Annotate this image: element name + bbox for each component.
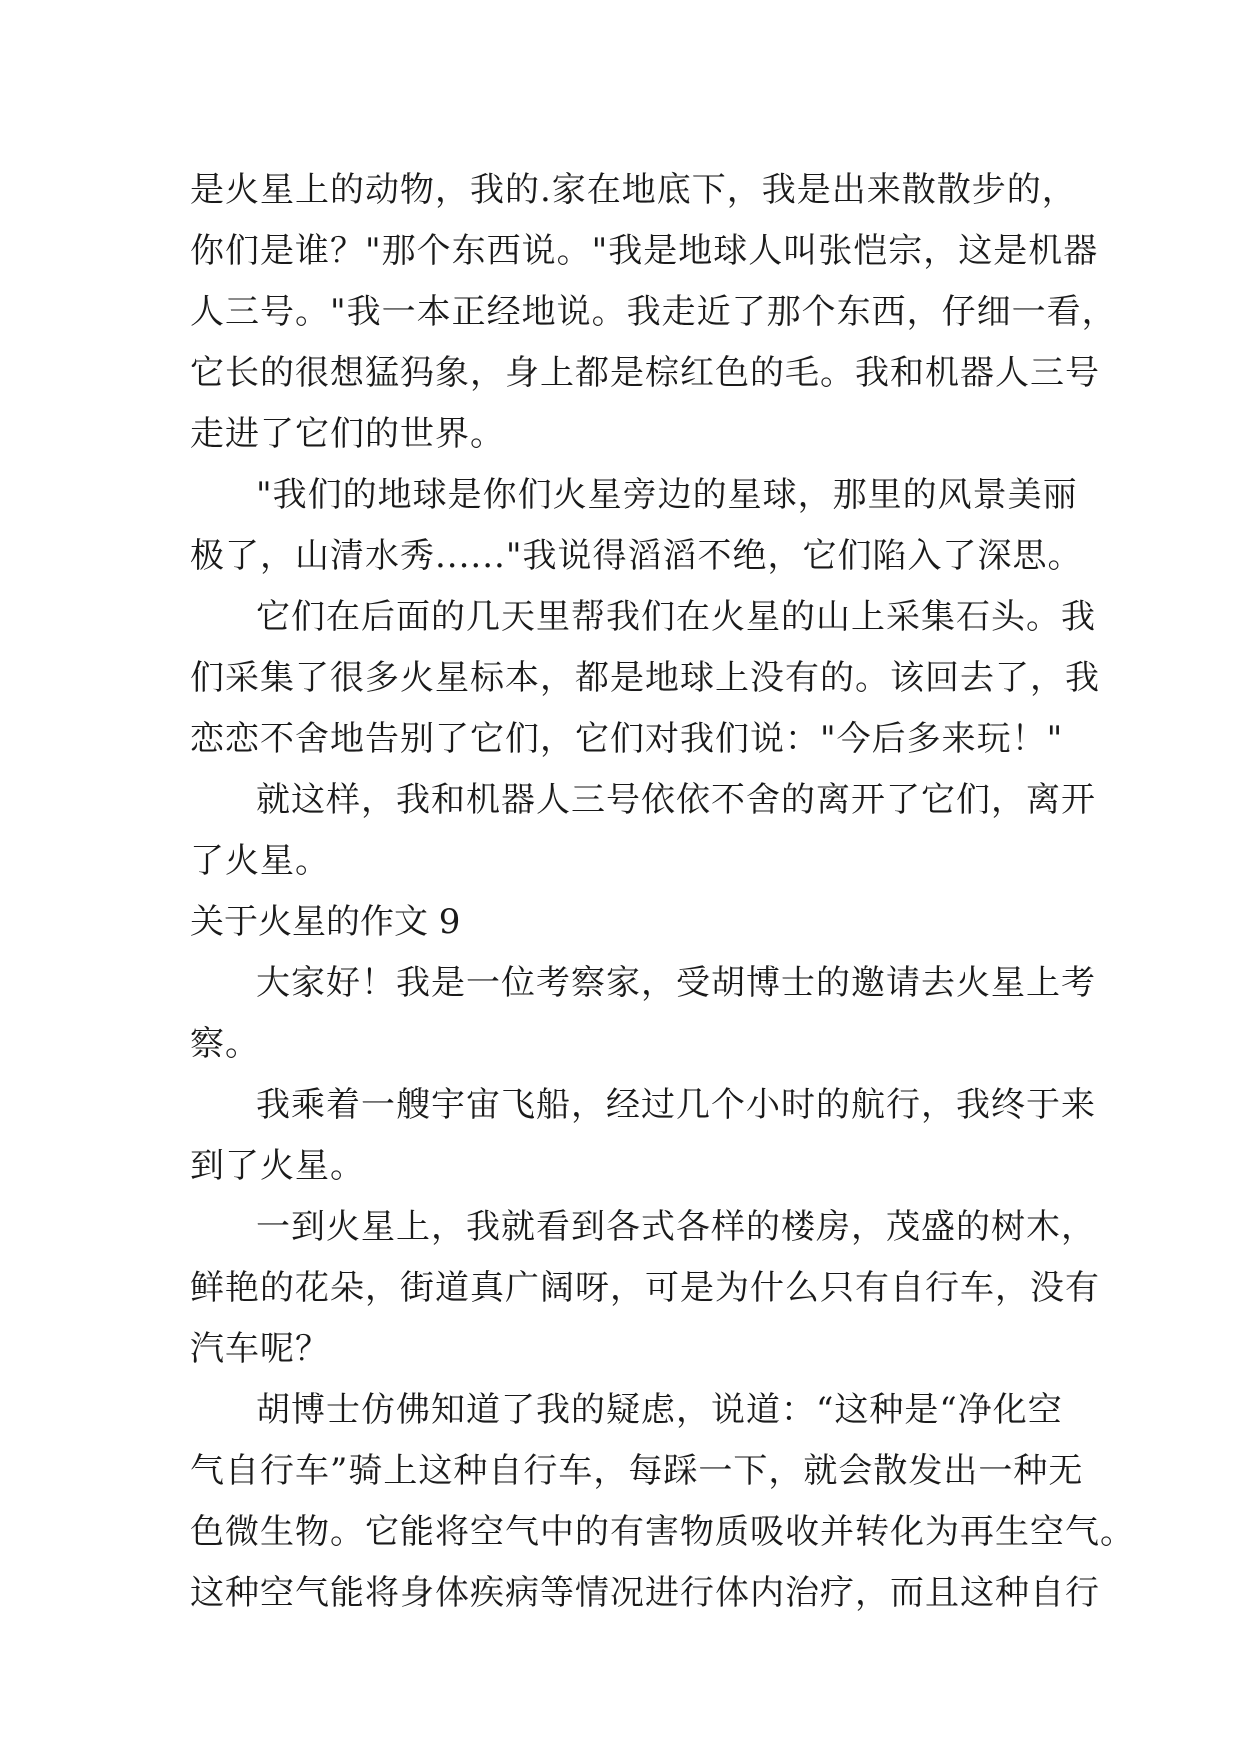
text-line: 它们在后面的几天里帮我们在火星的山上采集石头。我: [256, 597, 1096, 637]
text-line: 它长的很想猛犸象，身上都是棕红色的毛。我和机器人三号: [190, 353, 1100, 393]
text-line: 就这样，我和机器人三号依依不舍的离开了它们，离开: [256, 780, 1096, 820]
text-line: 恋恋不舍地告别了它们，它们对我们说："今后多来玩！": [190, 719, 1064, 759]
text-line: 胡博士仿佛知道了我的疑虑，说道：“这种是“净化空: [256, 1390, 1063, 1430]
text-line: 人三号。"我一本正经地说。我走近了那个东西，仔细一看，: [190, 292, 1117, 332]
text-line: 走进了它们的世界。: [190, 414, 505, 454]
text-line: 气自行车”骑上这种自行车，每踩一下，就会散发出一种无: [190, 1451, 1084, 1491]
text-line: 一到火星上，我就看到各式各样的楼房，茂盛的树木，: [256, 1207, 1096, 1247]
text-line: 你们是谁？"那个东西说。"我是地球人叫张恺宗，这是机器: [190, 231, 1099, 271]
text-line: "我们的地球是你们火星旁边的星球，那里的风景美丽: [256, 475, 1078, 515]
text-line: 大家好！我是一位考察家，受胡博士的邀请去火星上考: [256, 963, 1096, 1003]
text-line: 鲜艳的花朵，街道真广阔呀，可是为什么只有自行车，没有: [190, 1268, 1100, 1308]
text-line: 极了，山清水秀......"我说得滔滔不绝，它们陷入了深思。: [190, 536, 1083, 576]
document-body: [190, 160, 1135, 1624]
text-line: 察。: [190, 1024, 260, 1064]
text-line: 这种空气能将身体疾病等情况进行体内治疗，而且这种自行: [190, 1573, 1100, 1613]
text-line: 我乘着一艘宇宙飞船，经过几个小时的航行，我终于来: [256, 1085, 1096, 1125]
text-line: 色微生物。它能将空气中的有害物质吸收并转化为再生空气。: [190, 1512, 1135, 1552]
text-line: 是火星上的动物，我的.家在地底下，我是出来散散步的，: [190, 170, 1077, 210]
text-line: 到了火星。: [190, 1146, 365, 1186]
section-heading: 关于火星的作文 9: [190, 902, 461, 942]
text-line: 们采集了很多火星标本，都是地球上没有的。该回去了，我: [190, 658, 1100, 698]
text-line: 了火星。: [190, 841, 330, 881]
text-line: 汽车呢？: [190, 1329, 330, 1369]
